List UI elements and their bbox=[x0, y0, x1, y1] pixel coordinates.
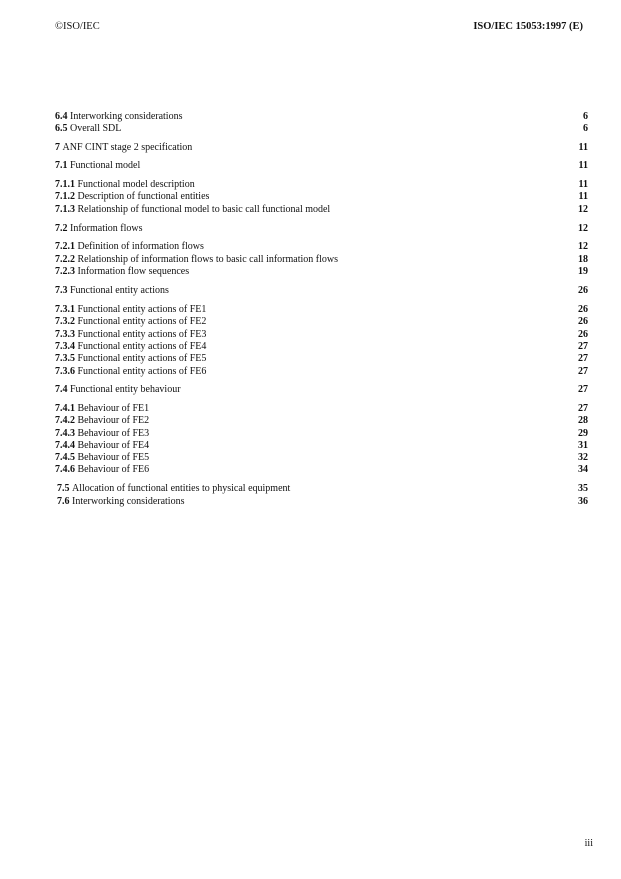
toc-entry-page: 11 bbox=[578, 191, 588, 202]
toc-entry-page: 6 bbox=[583, 123, 588, 134]
toc-entry-title: Functional entity actions of FE6 bbox=[77, 366, 207, 377]
toc-entry bbox=[55, 366, 588, 378]
toc-entry bbox=[57, 496, 588, 508]
toc-entry-page: 34 bbox=[578, 464, 588, 475]
toc-entry bbox=[55, 384, 588, 396]
toc-entry-page: 6 bbox=[583, 111, 588, 122]
toc-entry-page: 27 bbox=[578, 403, 588, 414]
toc-entry bbox=[55, 329, 588, 341]
toc-entry-number: 7.3.5 bbox=[55, 353, 78, 364]
toc-entry-number: 7.2.2 bbox=[55, 254, 78, 265]
toc-entry bbox=[55, 142, 588, 154]
toc-entry-title: Functional model description bbox=[77, 179, 195, 190]
toc-entry-page: 12 bbox=[578, 204, 588, 215]
toc-entry bbox=[55, 341, 588, 353]
toc-entry-page: 26 bbox=[578, 329, 588, 340]
toc-entry-page: 19 bbox=[578, 266, 588, 277]
toc-entry-page: 12 bbox=[578, 223, 588, 234]
toc-entry bbox=[55, 353, 588, 365]
toc-entry-number: 7.3.3 bbox=[55, 329, 78, 340]
toc-entry-title: Functional entity actions of FE4 bbox=[77, 341, 207, 352]
toc-entry-number: 7.3.2 bbox=[55, 316, 78, 327]
toc-entry-page: 18 bbox=[578, 254, 588, 265]
toc-entry-number: 6.4 bbox=[55, 111, 70, 122]
toc-entry-page: 28 bbox=[578, 415, 588, 426]
toc-entry bbox=[55, 285, 588, 297]
toc-entry-title: Behaviour of FE4 bbox=[77, 440, 150, 451]
toc-entry-number: 7.3.4 bbox=[55, 341, 78, 352]
toc-entry-number: 7.4.2 bbox=[55, 415, 78, 426]
toc-entry-number: 7.1.3 bbox=[55, 204, 78, 215]
toc-entry-title: Behaviour of FE2 bbox=[77, 415, 150, 426]
toc-entry-number: 7.4.6 bbox=[55, 464, 78, 475]
toc-entry-page: 31 bbox=[578, 440, 588, 451]
toc-entry-title: Relationship of functional model to basic call functional model bbox=[77, 204, 331, 215]
toc-entry-title: Functional model bbox=[70, 160, 141, 171]
toc-entry-page: 26 bbox=[578, 304, 588, 315]
toc-entry-page: 29 bbox=[578, 428, 588, 439]
toc-entry-title: Interworking considerations bbox=[72, 496, 185, 507]
toc-entry-number: 7.1 bbox=[55, 160, 70, 171]
toc-entry bbox=[55, 316, 588, 328]
toc-entry-title: Description of functional entities bbox=[77, 191, 210, 202]
toc-entry bbox=[55, 428, 588, 440]
toc-entry bbox=[55, 304, 588, 316]
toc-entry-title: ANF CINT stage 2 specification bbox=[62, 142, 193, 153]
toc-entry-page: 26 bbox=[578, 316, 588, 327]
toc-entry-number: 7.3.1 bbox=[55, 304, 78, 315]
toc-entry-number: 7.4.4 bbox=[55, 440, 78, 451]
header-standard-id: ISO/IEC 15053:1997 (E) bbox=[473, 21, 583, 32]
toc-entry-title: Functional entity actions of FE5 bbox=[77, 353, 207, 364]
toc-entry-title: Functional entity actions bbox=[70, 285, 169, 296]
toc-entry bbox=[55, 403, 588, 415]
toc-entry bbox=[55, 160, 588, 172]
toc-entry bbox=[55, 223, 588, 235]
toc-entry-title: Definition of information flows bbox=[77, 241, 204, 252]
toc-entry-page: 12 bbox=[578, 241, 588, 252]
toc-entry-number: 7.2 bbox=[55, 223, 70, 234]
toc-entry-number: 7.2.1 bbox=[55, 241, 78, 252]
toc-entry-page: 27 bbox=[578, 384, 588, 395]
toc-entry-number: 7.5 bbox=[57, 483, 72, 494]
toc-entry-title: Information flow sequences bbox=[77, 266, 190, 277]
toc-entry-title: Functional entity actions of FE2 bbox=[77, 316, 207, 327]
toc-entry-number: 7 bbox=[55, 142, 63, 153]
toc-entry-title: Allocation of functional entities to physical equipment bbox=[72, 483, 291, 494]
toc-entry-title: Behaviour of FE5 bbox=[77, 452, 150, 463]
toc-entry-title: Information flows bbox=[70, 223, 143, 234]
toc-entry-number: 7.1.2 bbox=[55, 191, 78, 202]
toc-entry-title: Relationship of information flows to basic call information flows bbox=[77, 254, 339, 265]
toc-entry bbox=[55, 266, 588, 278]
toc-entry bbox=[55, 204, 588, 216]
toc-entry bbox=[55, 123, 588, 135]
toc-entry-number: 7.4.1 bbox=[55, 403, 78, 414]
header-copyright: ©ISO/IEC bbox=[55, 21, 100, 32]
toc-entry-number: 7.3.6 bbox=[55, 366, 78, 377]
toc-entry-title: Overall SDL bbox=[70, 123, 122, 134]
toc-entry-number: 7.2.3 bbox=[55, 266, 78, 277]
toc-entry bbox=[57, 483, 588, 495]
toc-entry-number: 7.4 bbox=[55, 384, 70, 395]
toc-entry-title: Functional entity actions of FE3 bbox=[77, 329, 207, 340]
toc-entry-page: 11 bbox=[578, 179, 588, 190]
toc-entry-title: Behaviour of FE3 bbox=[77, 428, 150, 439]
toc-entry bbox=[55, 464, 588, 476]
toc-entry-title: Functional entity behaviour bbox=[70, 384, 181, 395]
toc-entry-number: 7.3 bbox=[55, 285, 70, 296]
toc-entry bbox=[55, 452, 588, 464]
toc-entry bbox=[55, 111, 588, 123]
toc-entry-page: 26 bbox=[578, 285, 588, 296]
toc-entry-number: 7.1.1 bbox=[55, 179, 78, 190]
toc-entry-page: 32 bbox=[578, 452, 588, 463]
toc-entry-page: 27 bbox=[578, 341, 588, 352]
toc-entry-page: 35 bbox=[578, 483, 588, 494]
toc-entry-number: 6.5 bbox=[55, 123, 70, 134]
toc-entry-number: 7.6 bbox=[57, 496, 72, 507]
toc-entry bbox=[55, 241, 588, 253]
toc-entry-page: 36 bbox=[578, 496, 588, 507]
toc-entry-page: 27 bbox=[578, 353, 588, 364]
toc-entry-title: Functional entity actions of FE1 bbox=[77, 304, 207, 315]
toc-entry-number: 7.4.5 bbox=[55, 452, 78, 463]
toc-entry bbox=[55, 179, 588, 191]
toc-entry bbox=[55, 415, 588, 427]
toc-entry bbox=[55, 254, 588, 266]
toc-entry-title: Behaviour of FE6 bbox=[77, 464, 150, 475]
toc-entry-title: Behaviour of FE1 bbox=[77, 403, 150, 414]
toc-entry-page: 27 bbox=[578, 366, 588, 377]
toc-entry bbox=[55, 191, 588, 203]
toc-entry-title: Interworking considerations bbox=[70, 111, 183, 122]
toc-entry bbox=[55, 440, 588, 452]
toc-entry-number: 7.4.3 bbox=[55, 428, 78, 439]
toc-entry-page: 11 bbox=[578, 142, 588, 153]
toc-entry-page: 11 bbox=[578, 160, 588, 171]
page-number: iii bbox=[584, 838, 593, 849]
